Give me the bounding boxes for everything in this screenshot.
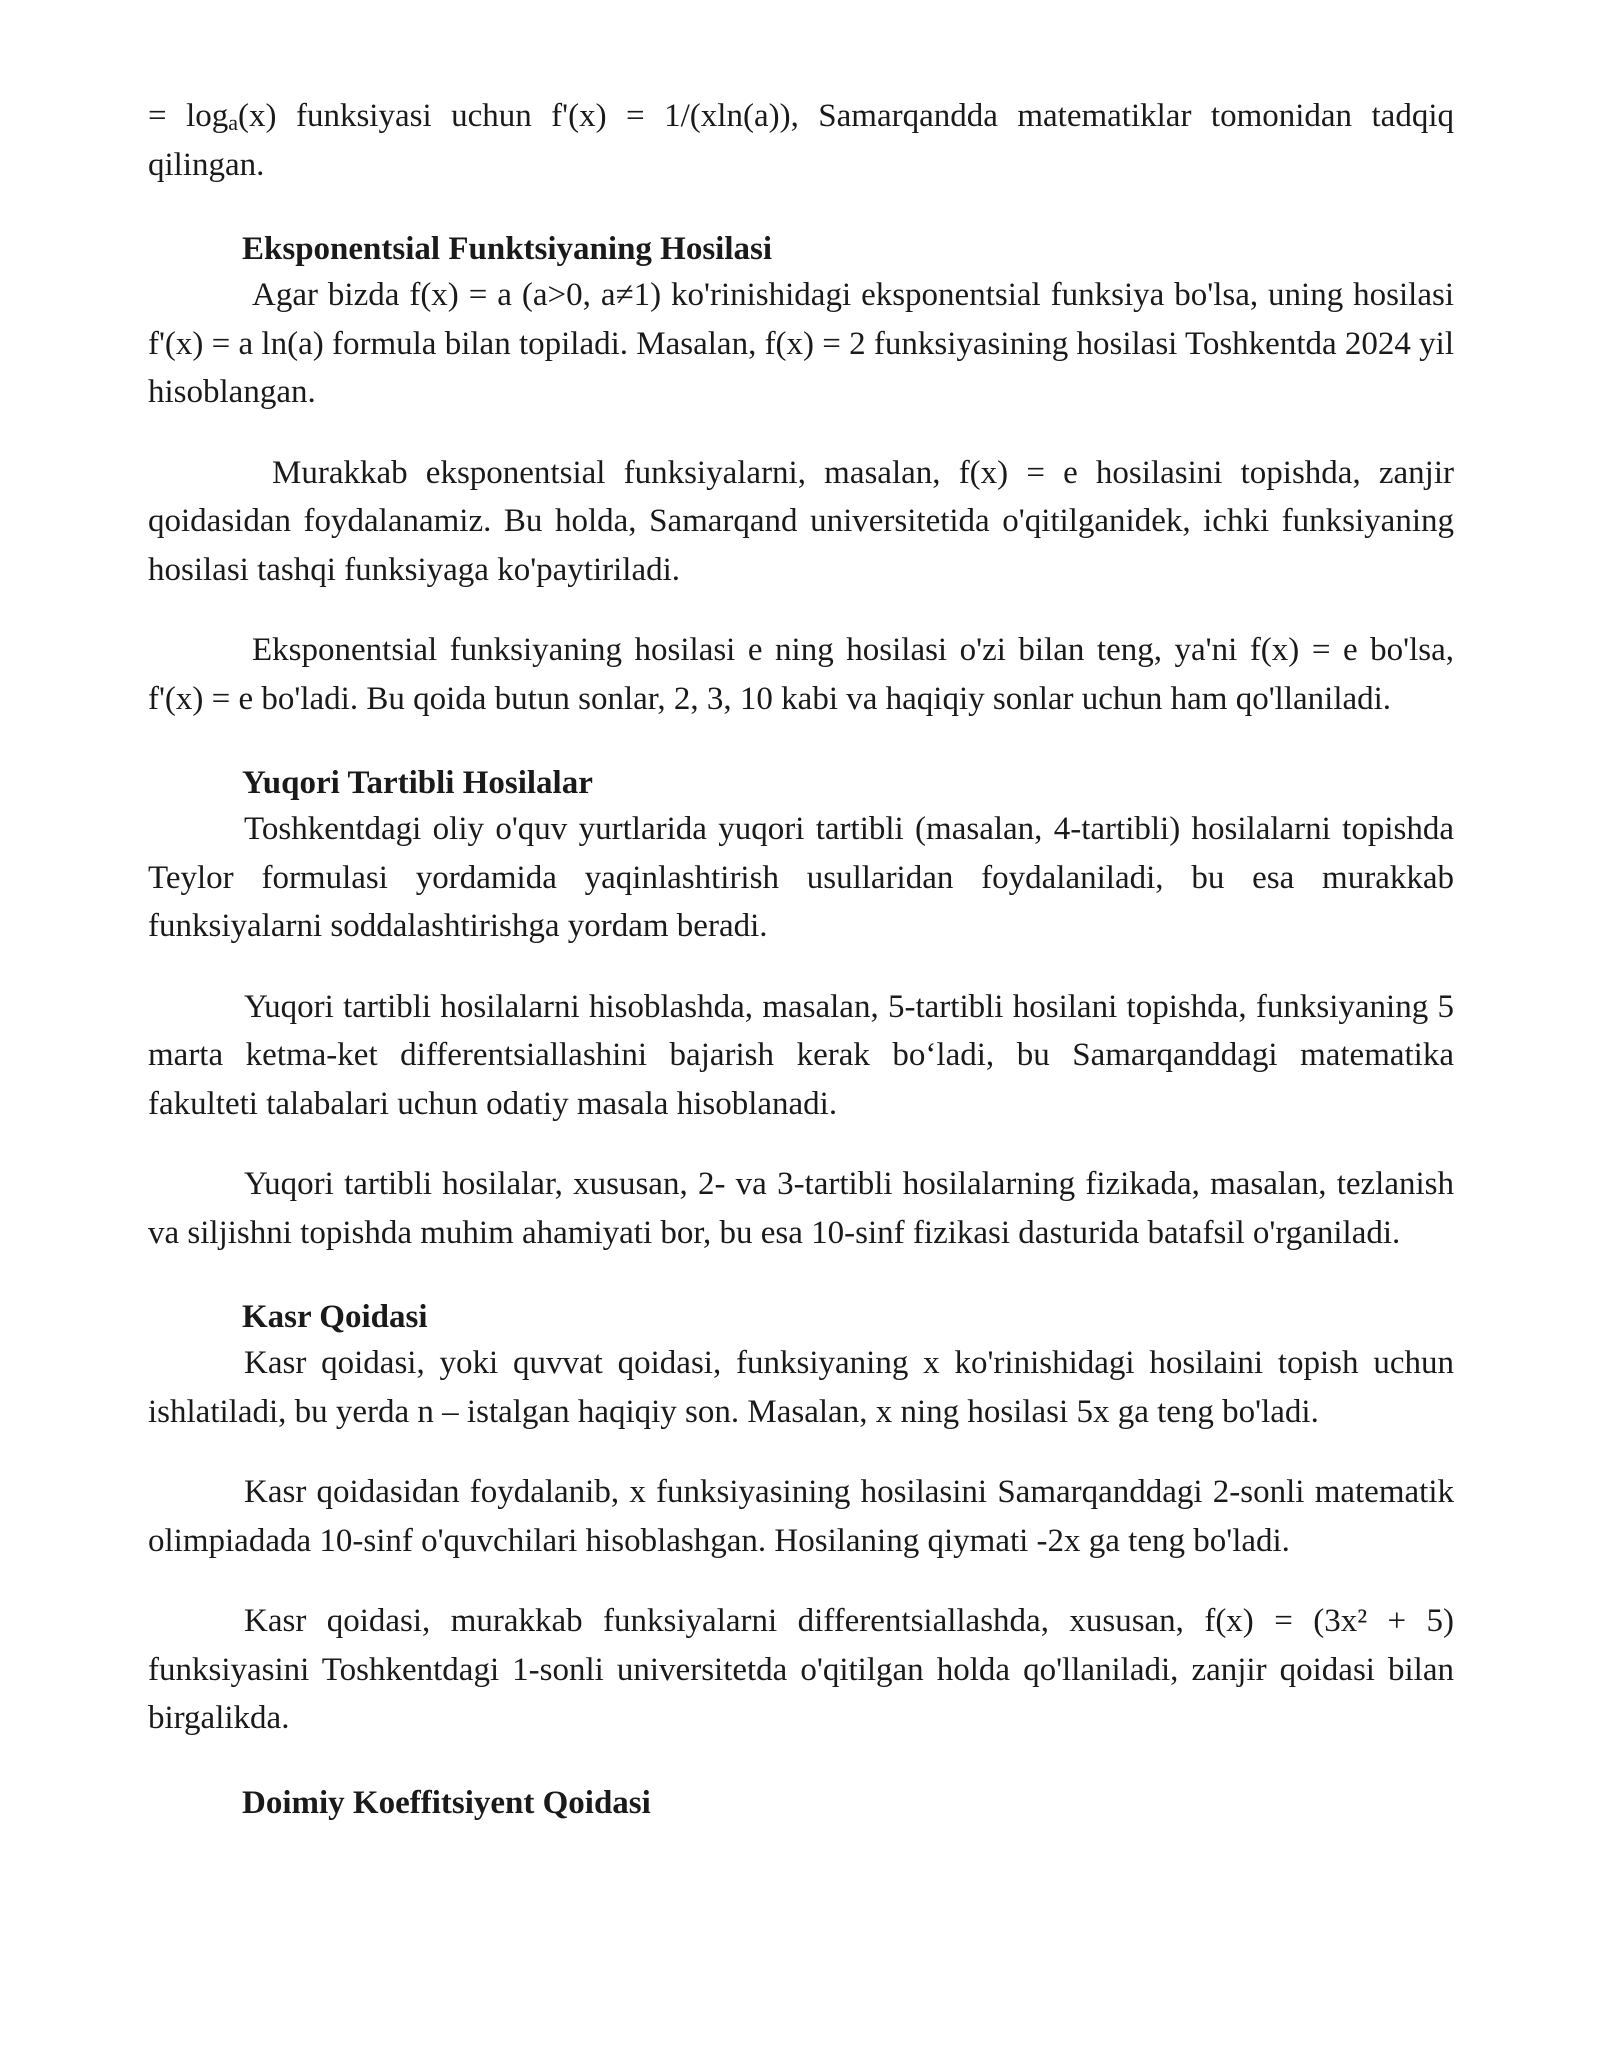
- section-heading: Doimiy Koeffitsiyent Qoidasi: [242, 1784, 651, 1821]
- section-heading: Eksponentsial Funktsiyaning Hosilasi: [242, 231, 773, 267]
- paragraph: Agar bizda f(x) = a (a>0, a≠1) ko'rinishidagi eksponentsial funksiya bo'lsa, uning hosilasi f'(x) = a ln(a) formula bilan topiladi. Masalan, f(x) = 2 funksiyasining hosilasi Toshkentda 2024 yil hisoblangan.: [148, 277, 1454, 410]
- intro-paragraph: = $\log_a(x)$ funksiyasi uchun f'(x) = 1/(xln(a)), Samarqandda matematiklar tomonidan tadqiq qilingan.: [148, 98, 1454, 183]
- paragraph: Murakkab eksponentsial funksiyalarni, masalan, f(x) = e hosilasini topishda, zanjir qoidasidan foydalanamiz. Bu holda, Samarqand universitetida o'qitilganidek, ichki funksiyaning hosilasi tashqi funksiyaga ko'paytiriladi.: [148, 454, 1454, 588]
- paragraph: Toshkentdagi oliy o'quv yurtlarida yuqori tartibli (masalan, 4-tartibli) hosilalarni topishda Teylor formulasi yordamida yaqinlashtirish usullaridan foydalaniladi, bu esa murakkab funksiyalarni soddalashtirishga yordam beradi.: [148, 811, 1454, 944]
- paragraph: Yuqori tartibli hosilalarni hisoblashda, masalan, 5-tartibli hosilani topishda, funksiyaning 5 marta ketma-ket differentsiallashini bajarish kerak bo‘ladi, bu Samarqanddagi matematika fakulteti talabalari uchun odatiy masala hisoblanadi.: [148, 988, 1454, 1122]
- paragraph: Kasr qoidasidan foydalanib, x funksiyasining hosilasini Samarqanddagi 2-sonli matematik olimpiadada 10-sinf o'quvchilari hisoblashgan. Hosilaning qiymati -2x ga teng bo'ladi.: [148, 1474, 1454, 1559]
- log-base-subscript: a: [228, 110, 239, 135]
- section-heading: Kasr Qoidasi: [242, 1299, 428, 1335]
- paragraph: Eksponentsial funksiyaning hosilasi e ning hosilasi o'zi bilan teng, ya'ni f(x) = e bo'lsa, f'(x) = e bo'ladi. Bu qoida butun sonlar, 2, 3, 10 kabi va haqiqiy sonlar uchun ham qo'llaniladi.: [148, 632, 1454, 717]
- section-heading: Yuqori Tartibli Hosilalar: [242, 765, 593, 801]
- paragraph: Kasr qoidasi, murakkab funksiyalarni differentsiallashda, xususan, f(x) = (3x² + 5) funksiyasini Toshkentdagi 1-sonli universitetda o'qitilgan holda qo'llaniladi, zanjir qoidasi bilan birgalikda.: [148, 1603, 1454, 1736]
- paragraph: Yuqori tartibli hosilalar, xususan, 2- va 3-tartibli hosilalarning fizikada, masalan, tezlanish va siljishni topishda muhim ahamiyati bor, bu esa 10-sinf fizikasi dasturida batafsil o'rganiladi.: [148, 1166, 1454, 1251]
- document-page: [148, 92, 1454, 1825]
- paragraph: Kasr qoidasi, yoki quvvat qoidasi, funksiyaning x ko'rinishidagi hosilaini topish uchun ishlatiladi, bu yerda n – istalgan haqiqiy son. Masalan, x ning hosilasi 5x ga teng bo'ladi.: [148, 1345, 1454, 1430]
